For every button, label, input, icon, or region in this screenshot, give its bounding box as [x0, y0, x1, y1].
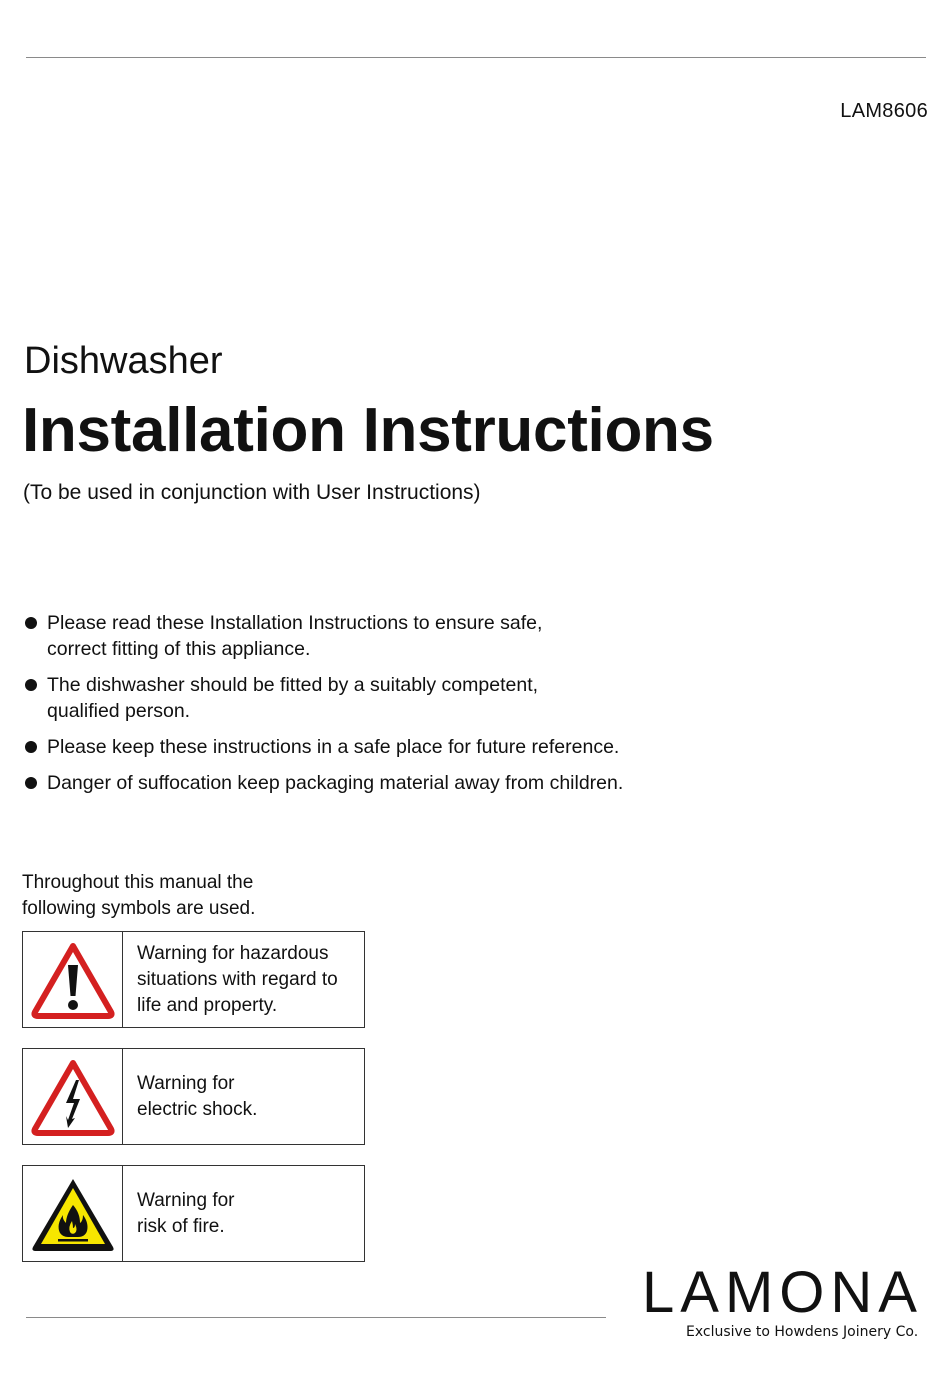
symbol-row-hazard: Warning for hazardous situations with regard to life and property. [22, 931, 365, 1028]
safety-bullets [23, 610, 723, 806]
fire-risk-icon [30, 1175, 116, 1253]
page-title: Installation Instructions [22, 396, 714, 465]
bullet-dot-icon [25, 617, 37, 629]
usage-note: (To be used in conjunction with User Instructions) [23, 481, 481, 504]
bullet-item: Please keep these instructions in a safe place for future reference. [23, 734, 723, 760]
bullet-item: The dishwasher should be fitted by a suitably competent, qualified person. [23, 672, 723, 724]
brand-tagline: Exclusive to Howdens Joinery Co. [686, 1324, 919, 1340]
symbol-row-fire: Warning for risk of fire. [22, 1165, 365, 1262]
brand-logo [642, 1262, 932, 1340]
product-type: Dishwasher [24, 340, 223, 382]
symbol-row-electric: Warning for electric shock. [22, 1048, 365, 1145]
bullet-dot-icon [25, 777, 37, 789]
bottom-divider [26, 1317, 606, 1318]
bullet-item: Danger of suffocation keep packaging material away from children. [23, 770, 723, 796]
bullet-dot-icon [25, 741, 37, 753]
electric-shock-icon [30, 1058, 116, 1136]
general-warning-icon [30, 941, 116, 1019]
symbols-intro: Throughout this manual the following symbols are used. [22, 872, 256, 919]
bullet-item: Please read these Installation Instructions to ensure safe, correct fitting of this appliance. [23, 610, 723, 662]
bullet-dot-icon [25, 679, 37, 691]
brand-name: LAMONA [642, 1260, 923, 1325]
model-number: LAM8606 [840, 100, 928, 122]
top-divider [26, 57, 926, 58]
